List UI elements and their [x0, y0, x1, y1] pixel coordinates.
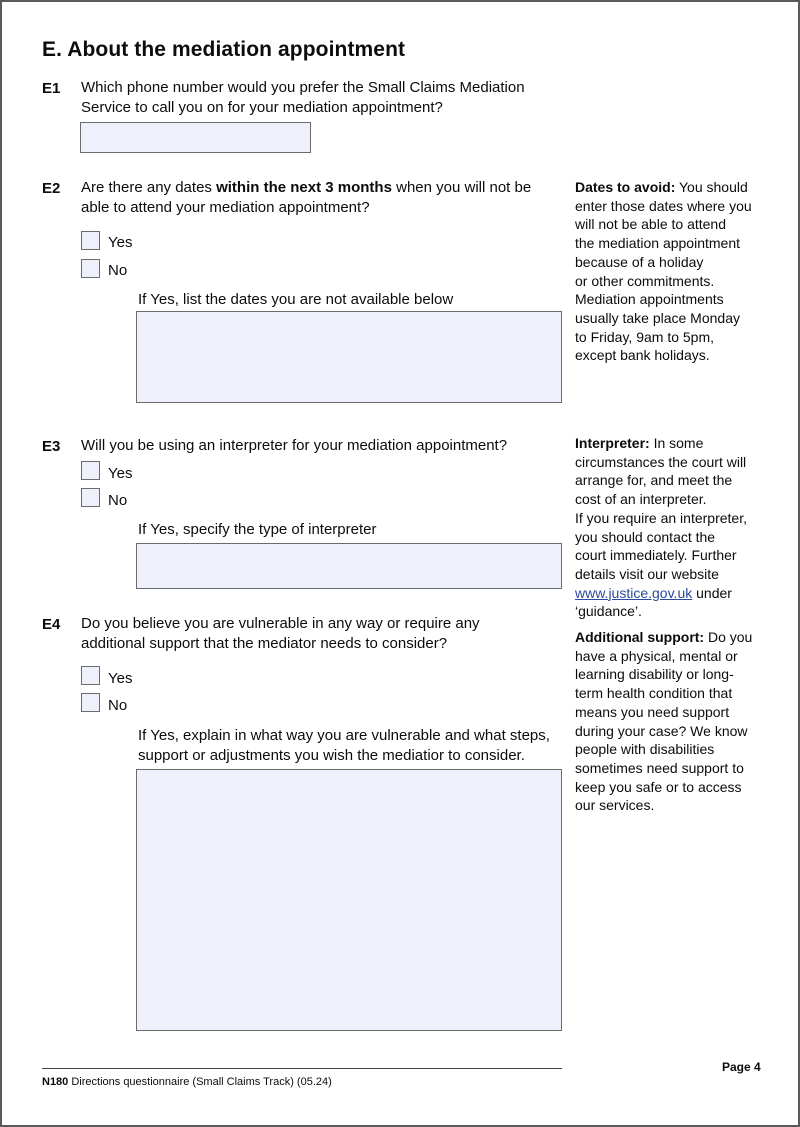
question-e2-text — [81, 178, 531, 218]
e3-yes-label: Yes — [108, 465, 133, 482]
side-interp-l9: under — [692, 584, 732, 601]
e4-yes-label: Yes — [108, 670, 133, 687]
e4-no-checkbox[interactable] — [81, 693, 100, 712]
e3-no-checkbox[interactable] — [81, 488, 100, 507]
side-dates-l1: You should — [675, 179, 748, 195]
side-interp-line1 — [575, 434, 767, 453]
e4-no-label: No — [108, 697, 128, 714]
phone-number-input[interactable] — [80, 122, 311, 153]
side-dates-l5: because of a holiday — [575, 253, 704, 270]
side-support-l2: have a physical, mental or — [575, 647, 738, 664]
side-dates-l3: will not be able to attend — [575, 216, 726, 233]
side-support-l1: Do you — [704, 629, 753, 645]
side-dates-l8: usually take place Monday — [575, 309, 740, 326]
side-dates-line1 — [575, 178, 767, 197]
side-support-l10: our services. — [575, 797, 655, 814]
side-dates-l7: Mediation appointments — [575, 291, 724, 308]
justice-website-link[interactable]: www.justice.gov.uk — [575, 584, 693, 601]
section-title: E. About the mediation appointment — [42, 38, 406, 61]
question-e1-line2: Service to call you on for your mediation appointment? — [81, 99, 443, 116]
e2-yes-checkbox[interactable] — [81, 231, 100, 250]
unavailable-dates-textarea[interactable] — [136, 311, 562, 403]
side-interp-l10: ‘guidance’. — [575, 603, 642, 620]
footer-form-code: N180 — [42, 1076, 69, 1088]
e4-sub-label — [138, 726, 550, 766]
question-e2-post: when you will not be — [391, 179, 532, 196]
e4-sub-line1: If Yes, explain in what way you are vulnerable and what steps, — [138, 727, 550, 744]
side-dates-heading: Dates to avoid: — [575, 179, 676, 195]
side-note-dates-to-avoid — [575, 178, 767, 365]
side-support-l6: during your case? We know — [575, 722, 748, 739]
question-e4-text — [81, 614, 480, 654]
page-number: Page 4 — [722, 1060, 761, 1074]
side-dates-l6: or other commitments. — [575, 272, 715, 289]
side-note-interpreter — [575, 434, 767, 621]
side-support-l4: term health condition that — [575, 685, 733, 702]
side-support-l3: learning disability or long- — [575, 666, 734, 683]
e2-no-checkbox[interactable] — [81, 259, 100, 278]
side-interp-l3: arrange for, and meet the — [575, 472, 733, 489]
vulnerability-support-textarea[interactable] — [136, 769, 562, 1031]
side-support-l5: means you need support — [575, 703, 730, 720]
side-support-line1 — [575, 628, 767, 647]
question-e3-text: Will you be using an interpreter for your mediation appointment? — [81, 437, 508, 454]
side-interp-l7: court immediately. Further — [575, 547, 737, 564]
question-e2-bold: within the next 3 months — [216, 179, 392, 196]
interpreter-type-input[interactable] — [136, 543, 562, 589]
question-number-e1: E1 — [42, 80, 61, 97]
side-support-l7: people with disabilities — [575, 741, 715, 758]
side-support-l8: sometimes need support to — [575, 759, 744, 776]
side-dates-l2: enter those dates where you — [575, 197, 752, 214]
side-interp-l1: In some — [649, 435, 704, 451]
side-interp-link-line — [575, 584, 767, 603]
e3-no-label: No — [108, 492, 128, 509]
question-e1-line1: Which phone number would you prefer the Small Claims Mediation — [81, 79, 525, 96]
question-e2-line1 — [81, 178, 531, 198]
side-dates-l10: except bank holidays. — [575, 347, 710, 364]
e3-yes-checkbox[interactable] — [81, 461, 100, 480]
question-e4-line1: Do you believe you are vulnerable in any way or require any — [81, 615, 480, 632]
side-interp-l6: you should contact the — [575, 528, 716, 545]
question-e2-line2: able to attend your mediation appointment? — [81, 199, 370, 216]
side-note-additional-support — [575, 628, 767, 815]
footer-divider — [42, 1068, 562, 1069]
side-support-heading: Additional support: — [575, 629, 705, 645]
e4-yes-checkbox[interactable] — [81, 666, 100, 685]
e2-sub-label: If Yes, list the dates you are not available below — [138, 291, 454, 308]
footer-form-title: Directions questionnaire (Small Claims Track) (05.24) — [68, 1076, 332, 1088]
question-number-e4: E4 — [42, 616, 61, 633]
question-number-e2: E2 — [42, 180, 61, 197]
e4-sub-line2: support or adjustments you wish the mediatior to consider. — [138, 747, 525, 764]
question-e4-line2: additional support that the mediator needs to consider? — [81, 635, 448, 652]
e2-yes-label: Yes — [108, 234, 133, 251]
side-interp-l5: If you require an interpreter, — [575, 509, 747, 526]
question-number-e3: E3 — [42, 438, 61, 455]
footer-form-reference — [42, 1076, 332, 1088]
e3-sub-label: If Yes, specify the type of interpreter — [138, 521, 377, 538]
side-dates-l4: the mediation appointment — [575, 235, 740, 252]
side-interp-l8: details visit our website — [575, 565, 719, 582]
side-support-l9: keep you safe or to access — [575, 778, 742, 795]
side-interp-l4: cost of an interpreter. — [575, 491, 707, 508]
side-interp-heading: Interpreter: — [575, 435, 650, 451]
question-e2-pre: Are there any dates — [81, 179, 217, 196]
e2-no-label: No — [108, 262, 128, 279]
side-dates-l9: to Friday, 9am to 5pm, — [575, 328, 715, 345]
side-interp-l2: circumstances the court will — [575, 453, 747, 470]
question-e1-text — [81, 78, 525, 118]
